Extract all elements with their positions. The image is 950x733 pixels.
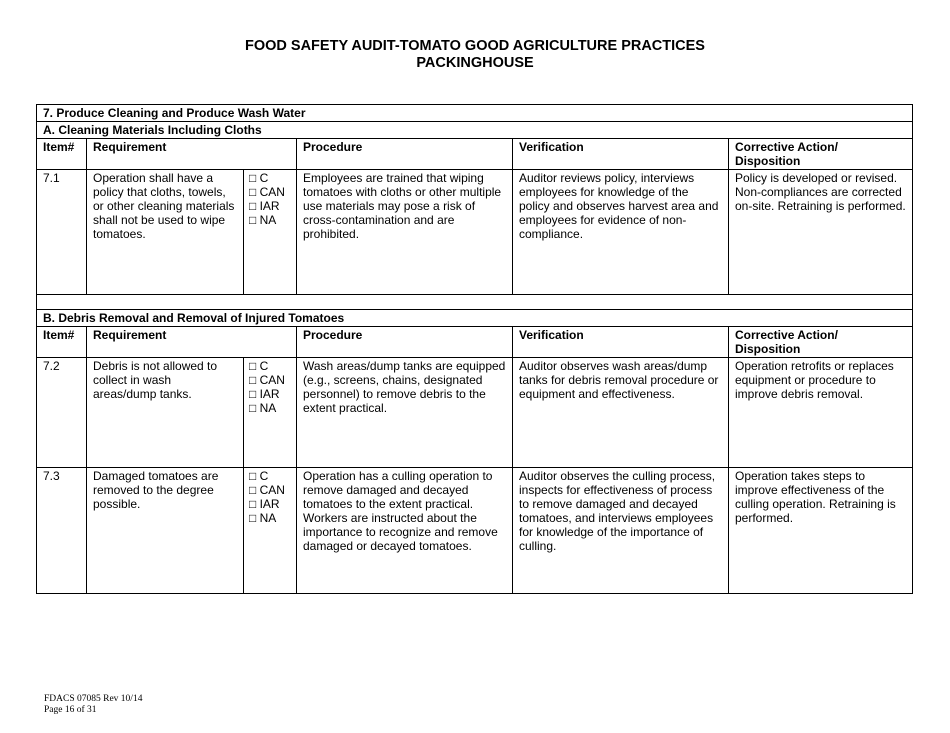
col-corrective-header: [729, 327, 913, 358]
section-heading-row: [37, 105, 913, 122]
column-header-row: [37, 327, 913, 358]
status-options: [244, 170, 297, 295]
subsection-a-heading: A. Cleaning Materials Including Cloths: [37, 122, 913, 139]
status-option-can[interactable]: □ CAN: [249, 483, 285, 497]
page-footer: [44, 694, 142, 716]
col-verification-header: Verification: [513, 139, 729, 170]
verification-text: Auditor observes the culling process, inspects for effectiveness of process to remove damaged and decayed tomatoes, and interviews employees for knowledge of the importance of culling.: [513, 468, 729, 594]
page-title: [0, 38, 950, 72]
section-spacer: [37, 295, 913, 310]
form-number: FDACS 07085 Rev 10/14: [44, 694, 143, 704]
requirement-text: Operation shall have a policy that cloths, towels, or other cleaning materials shall not be used to wipe tomatoes.: [87, 170, 244, 295]
section-heading: 7. Produce Cleaning and Produce Wash Water: [37, 105, 913, 122]
status-option-na[interactable]: □ NA: [249, 511, 277, 525]
status-option-na[interactable]: □ NA: [249, 401, 277, 415]
verification-text: Auditor reviews policy, interviews employees for knowledge of the policy and observes harvest area and employees for evidence of non-compliance.: [513, 170, 729, 295]
status-option-iar[interactable]: □ IAR: [249, 497, 280, 511]
col-procedure-header: Procedure: [297, 139, 513, 170]
title-line-2: PACKINGHOUSE: [416, 55, 534, 71]
col-item-header: Item#: [37, 327, 87, 358]
verification-text: Auditor observes wash areas/dump tanks for debris removal procedure or equipment and effectiveness.: [513, 358, 729, 468]
status-option-can[interactable]: □ CAN: [249, 185, 285, 199]
status-options: [244, 468, 297, 594]
status-option-c[interactable]: □ C: [249, 171, 269, 185]
procedure-text: Operation has a culling operation to remove damaged and decayed tomatoes to the extent practical. Workers are instructed about the importance to recognize and remove damaged or decayed tomatoes.: [297, 468, 513, 594]
col-verification-header: Verification: [513, 327, 729, 358]
col-corrective-header: [729, 139, 913, 170]
requirement-text: Debris is not allowed to collect in wash areas/dump tanks.: [87, 358, 244, 468]
item-number: 7.1: [37, 170, 87, 295]
status-option-can[interactable]: □ CAN: [249, 373, 285, 387]
corrective-text: Operation takes steps to improve effectiveness of the culling operation. Retraining is performed.: [729, 468, 913, 594]
table-row: [37, 358, 913, 468]
corrective-text: Policy is developed or revised. Non-compliances are corrected on-site. Retraining is performed.: [729, 170, 913, 295]
col-corrective-line2: Disposition: [735, 342, 801, 356]
subsection-b-heading-row: [37, 310, 913, 327]
col-requirement-header: Requirement: [87, 327, 297, 358]
col-corrective-line2: Disposition: [735, 154, 801, 168]
procedure-text: Employees are trained that wiping tomatoes with cloths or other multiple use materials may pose a risk of cross-contamination and are prohibited.: [297, 170, 513, 295]
subsection-b-heading: B. Debris Removal and Removal of Injured Tomatoes: [37, 310, 913, 327]
table-row: [37, 468, 913, 594]
item-number: 7.2: [37, 358, 87, 468]
status-option-c[interactable]: □ C: [249, 469, 269, 483]
status-option-iar[interactable]: □ IAR: [249, 199, 280, 213]
status-option-iar[interactable]: □ IAR: [249, 387, 280, 401]
status-option-na[interactable]: □ NA: [249, 213, 277, 227]
col-procedure-header: Procedure: [297, 327, 513, 358]
col-item-header: Item#: [37, 139, 87, 170]
column-header-row: [37, 139, 913, 170]
requirement-text: Damaged tomatoes are removed to the degree possible.: [87, 468, 244, 594]
status-options: [244, 358, 297, 468]
col-corrective-line1: Corrective Action/: [735, 140, 838, 154]
procedure-text: Wash areas/dump tanks are equipped (e.g., screens, chains, designated personnel) to remove debris to the extent practical.: [297, 358, 513, 468]
col-corrective-line1: Corrective Action/: [735, 328, 838, 342]
table-row: [37, 170, 913, 295]
item-number: 7.3: [37, 468, 87, 594]
corrective-text: Operation retrofits or replaces equipment or procedure to improve debris removal.: [729, 358, 913, 468]
status-option-c[interactable]: □ C: [249, 359, 269, 373]
subsection-a-heading-row: [37, 122, 913, 139]
spacer-cell: [37, 295, 913, 310]
col-requirement-header: Requirement: [87, 139, 297, 170]
title-line-1: FOOD SAFETY AUDIT-TOMATO GOOD AGRICULTURE PRACTICES: [245, 38, 705, 54]
page-number: Page 16 of 31: [44, 705, 97, 715]
audit-table: [36, 104, 913, 594]
